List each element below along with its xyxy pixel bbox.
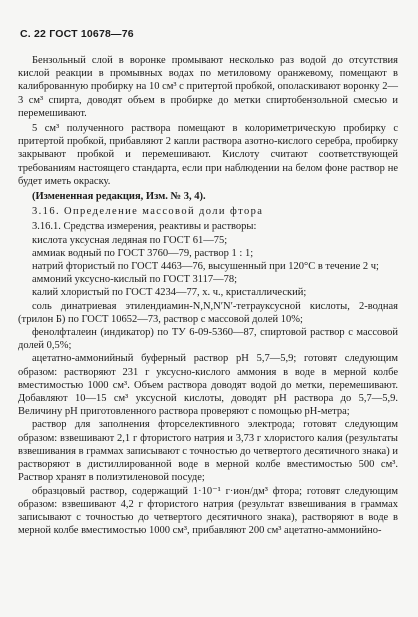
list-item: раствор для заполнения фторселективного электрода; готовят следующим образом: взвешивают 2,1 г фтористого натрия и 3,73 г хлористого калия (результаты взвешивания в граммах записывают с точностью до четвертого десятичного знака) и растворяют в дистиллированной воде в мерной колбе вместимостью 500 см³. Раствор хранят в полиэтиленовой посуде;	[18, 419, 398, 484]
list-item: калий хлористый по ГОСТ 4234—77, х. ч., кристаллический;	[32, 287, 307, 299]
subsection-heading: 3.16.1. Средства измерения, реактивы и растворы:	[32, 221, 257, 233]
section-heading: 3.16. Определение массовой доли фтора	[32, 206, 264, 218]
document-body	[18, 54, 398, 537]
list-item: аммиак водный по ГОСТ 3760—79, раствор 1 : 1;	[32, 247, 254, 259]
list-item: аммоний уксусно-кислый по ГОСТ 3117—78;	[32, 274, 238, 286]
page-header: С. 22 ГОСТ 10678—76	[20, 28, 134, 40]
list-item: образцовый раствор, содержащий 1·10⁻¹ г·ион/дм³ фтора; готовят следующим образом: взвешивают 4,2 г фтористого натрия (результат взвешивания в граммах записывают с точностью до четвертого десятичного знака), растворяют в воде в мерной колбе вместимостью 1000 см³, прибавляют 200 см³ ацетатно-аммонийно-	[18, 485, 398, 537]
paragraph: 5 см³ полученного раствора помещают в колориметрическую пробирку с притертой пробкой, прибавляют 2 капли раствора азотно-кислого серебра, пробирку закрывают пробкой и перемешивают. Кислоту считают соответствующей требованиям настоящего стандарта, если при наблюдении на белом фоне раствор не будет иметь окраску.	[18, 123, 398, 187]
list-item: ацетатно-аммонийный буферный раствор рН 5,7—5,9; готовят следующим образом: растворяют 231 г уксусно-кислого аммония в воде в мерной колбе вместимостью 1000 см³. Объем раствора доводят водой до метки, перемешивают. Добавляют 10—15 см³ уксусной кислоты, доводят рН раствора до 5,7—5,9. Величину рН приготовленного раствора проверяют с помощью рН-метра;	[18, 353, 398, 418]
list-item: соль динатриевая этилендиамин-N,N,N′N′-тетрауксусной кислоты, 2-водная (трилон Б) по ГОСТ 10652—73, раствор с массовой долей 10%;	[18, 300, 398, 325]
list-item: фенолфталеин (индикатор) по ТУ 6-09-5360—87, спиртовой раствор с массовой долей 0,5%;	[18, 327, 398, 352]
paragraph: Бензольный слой в воронке промывают несколько раз водой до отсутствия кислой реакции в промывных водах по метиловому оранжевому, помещают в калиброванную пробирку на 10 см³ с притертой пробкой, ополаскивают воронку 2—3 см³ спирта, доводят объем в пробирке до метки спиртобензольной смесью и перемешивают.	[18, 55, 398, 119]
list-item: натрий фтористый по ГОСТ 4463—76, высушенный при 120°С в течение 2 ч;	[32, 261, 379, 273]
list-item: кислота уксусная ледяная по ГОСТ 61—75;	[32, 234, 228, 246]
amendment-note: (Измененная редакция, Изм. № 3, 4).	[32, 191, 206, 203]
